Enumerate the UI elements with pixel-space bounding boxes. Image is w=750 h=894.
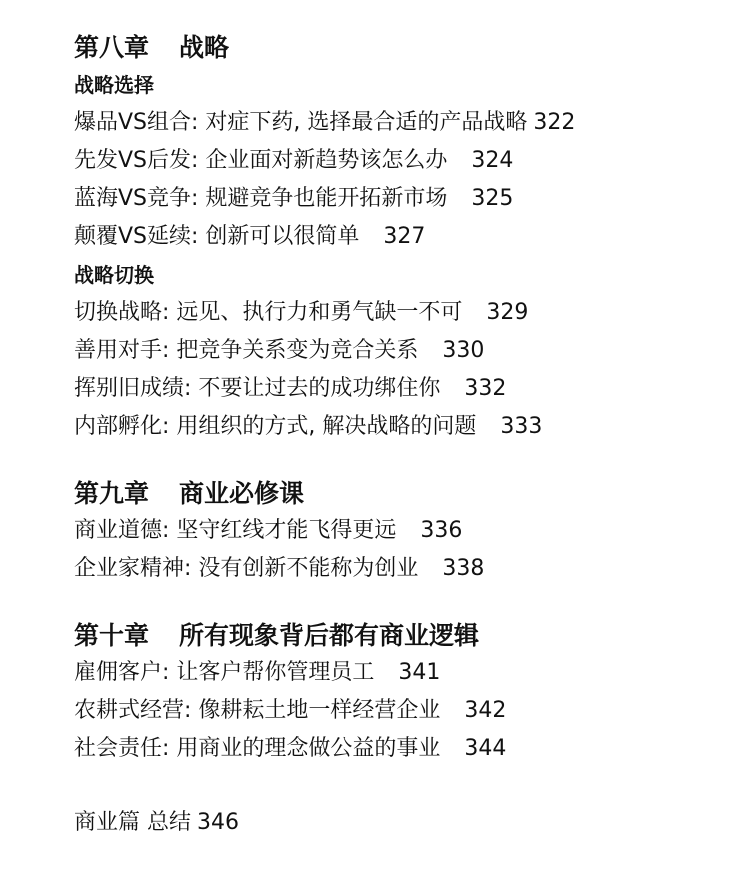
- toc-entry-page: 325: [471, 186, 514, 211]
- section-heading: 战略切换: [74, 263, 154, 287]
- spacer: [74, 588, 734, 618]
- toc-entry-page: 324: [471, 148, 514, 173]
- toc-entry[interactable]: [74, 692, 734, 730]
- toc-entry-page: 338: [442, 556, 485, 581]
- toc-entry-title: 先发VS后发: 企业面对新趋势该怎么办: [74, 148, 448, 173]
- toc-entry-title: 爆品VS组合: 对症下药, 选择最合适的产品战略: [74, 110, 528, 135]
- chapter-heading: [74, 30, 734, 66]
- toc-entry-title: 切换战略: 远见、执行力和勇气缺一不可: [74, 300, 463, 325]
- toc-entry[interactable]: [74, 370, 734, 408]
- chapter-number: 第十章: [74, 621, 150, 650]
- toc-entry-page: 336: [420, 518, 463, 543]
- toc-entry-title: 蓝海VS竞争: 规避竞争也能开拓新市场: [74, 186, 448, 211]
- chapter-number: 第八章: [74, 33, 150, 62]
- chapter-heading: [74, 476, 734, 512]
- toc-entry-page: 341: [398, 660, 441, 685]
- toc-entry-page: 327: [383, 224, 426, 249]
- toc-entry[interactable]: [74, 654, 734, 692]
- toc-entry-title: 农耕式经营: 像耕耘土地一样经营企业: [74, 698, 441, 723]
- toc-entry-page: 342: [464, 698, 507, 723]
- toc-entry[interactable]: [74, 332, 734, 370]
- toc-entry-title: 雇佣客户: 让客户帮你管理员工: [74, 660, 375, 685]
- toc-entry[interactable]: [74, 180, 734, 218]
- toc-entry-title: 商业道德: 坚守红线才能飞得更远: [74, 518, 397, 543]
- toc-entry[interactable]: [74, 512, 734, 550]
- chapter-title: 商业必修课: [179, 479, 305, 508]
- toc-entry[interactable]: [74, 104, 734, 142]
- table-of-contents: [74, 30, 734, 842]
- toc-entry[interactable]: [74, 730, 734, 768]
- toc-entry-title: 社会责任: 用商业的理念做公益的事业: [74, 736, 441, 761]
- toc-entry[interactable]: [74, 218, 734, 256]
- summary-title: 商业篇 总结: [74, 810, 191, 835]
- toc-entry[interactable]: [74, 294, 734, 332]
- toc-entry-title: 颠覆VS延续: 创新可以很简单: [74, 224, 360, 249]
- toc-entry-page: 332: [464, 376, 507, 401]
- toc-entry-page: 344: [464, 736, 507, 761]
- toc-entry-page: 330: [442, 338, 485, 363]
- toc-entry-title: 内部孵化: 用组织的方式, 解决战略的问题: [74, 414, 477, 439]
- chapter-heading: [74, 618, 734, 654]
- toc-entry-page: 322: [533, 110, 576, 135]
- toc-entry-title: 善用对手: 把竞争关系变为竞合关系: [74, 338, 419, 363]
- toc-entry-title: 挥别旧成绩: 不要让过去的成功绑住你: [74, 376, 441, 401]
- toc-entry-page: 333: [500, 414, 543, 439]
- toc-summary-entry[interactable]: [74, 804, 734, 842]
- chapter-title: 所有现象背后都有商业逻辑: [179, 621, 480, 650]
- chapter-number: 第九章: [74, 479, 150, 508]
- section-heading: 战略选择: [74, 73, 154, 97]
- toc-entry[interactable]: [74, 142, 734, 180]
- toc-entry-page: 329: [486, 300, 529, 325]
- spacer: [74, 768, 734, 804]
- chapter-title: 战略: [179, 33, 230, 62]
- toc-entry-title: 企业家精神: 没有创新不能称为创业: [74, 556, 419, 581]
- toc-entry[interactable]: [74, 408, 734, 446]
- spacer: [74, 446, 734, 476]
- toc-entry[interactable]: [74, 550, 734, 588]
- summary-page: 346: [197, 810, 239, 835]
